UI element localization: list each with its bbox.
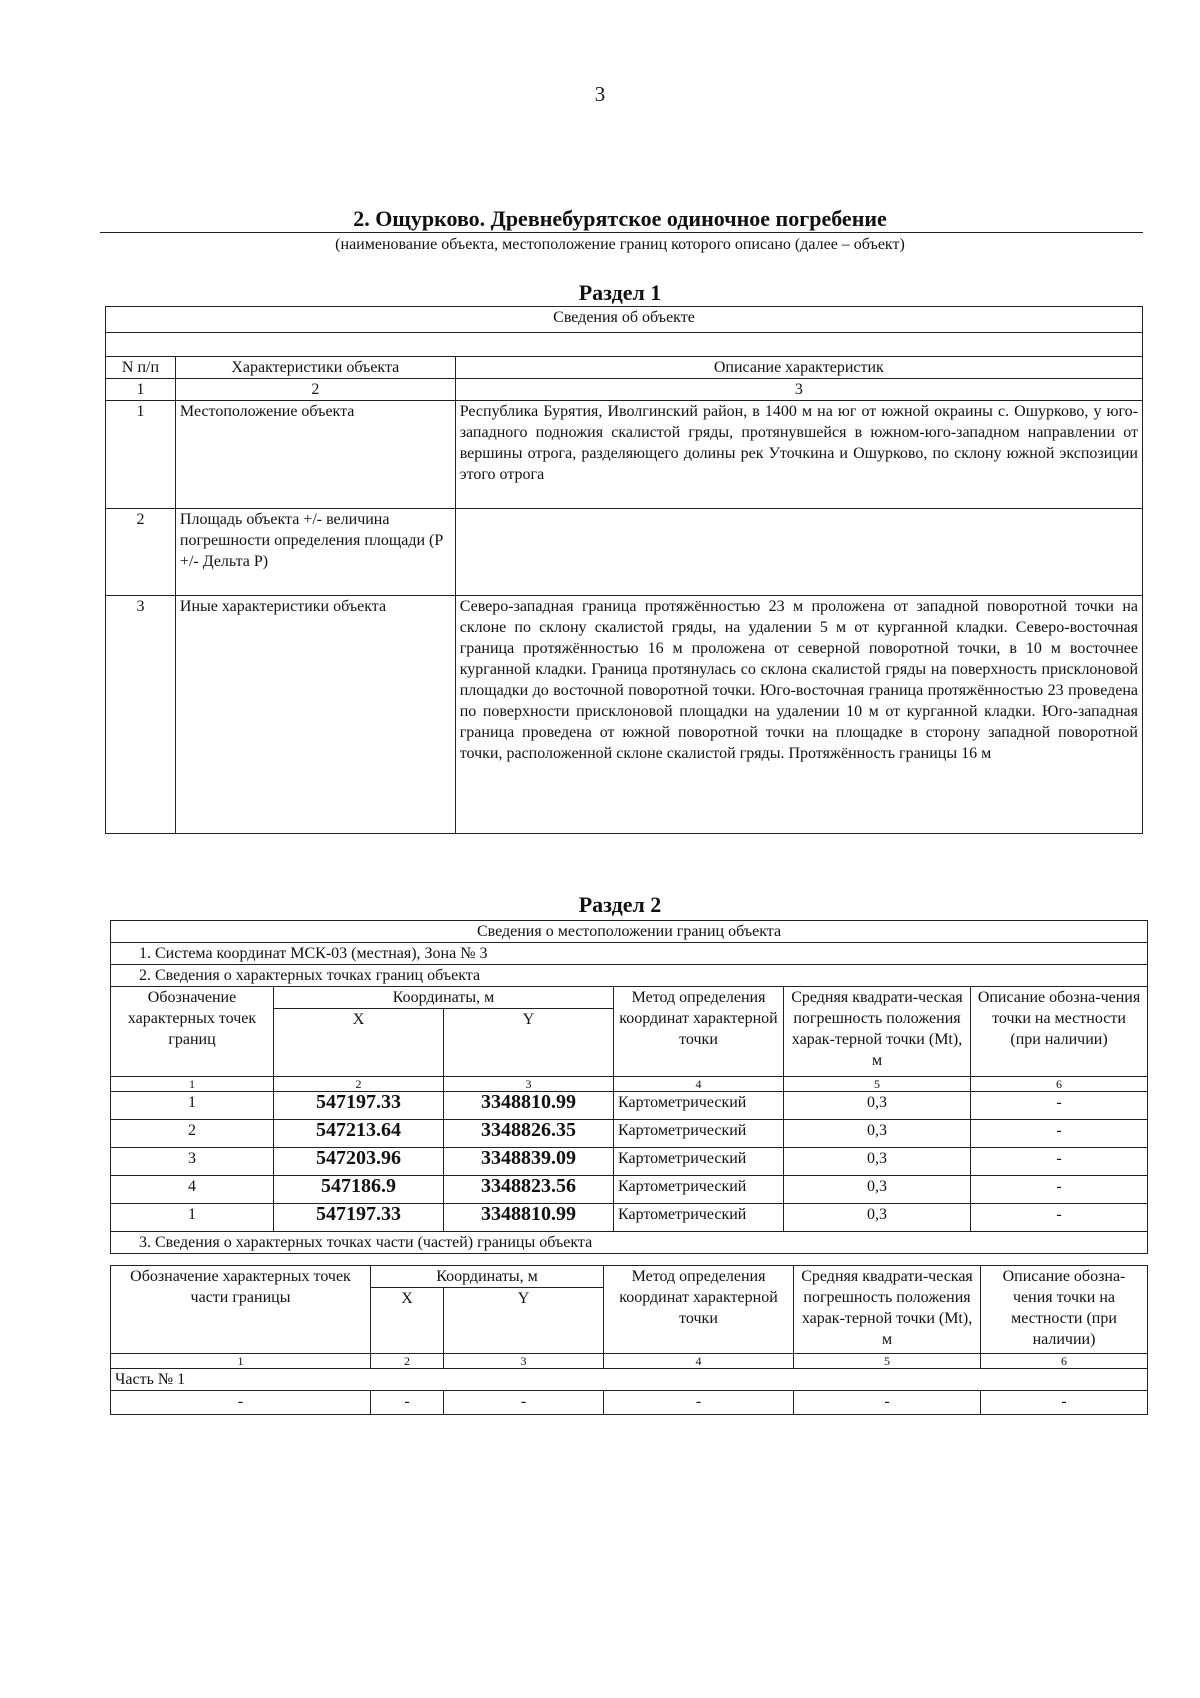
col-number: 2 xyxy=(371,1354,444,1369)
parts-header-error: Средняя квадрати-ческая погрешность положения харак-терной точки (Mt), м xyxy=(794,1266,981,1354)
point-id: 3 xyxy=(111,1148,274,1176)
title-underline xyxy=(100,232,1143,233)
part-cell: - xyxy=(111,1391,371,1415)
point-mt: 0,3 xyxy=(784,1204,971,1232)
header-y: Y xyxy=(444,1009,614,1077)
col-number: 1 xyxy=(111,1354,371,1369)
col-number: 3 xyxy=(455,379,1142,401)
part-cell: - xyxy=(794,1391,981,1415)
point-desc: - xyxy=(971,1092,1148,1120)
row-characteristic: Площадь объекта +/- величина погрешности определения площади (Р +/- Дельта Р) xyxy=(175,509,455,596)
parts-header-description: Описание обозна-чения точки на местности (при наличии) xyxy=(981,1266,1148,1354)
col-header-num: N п/п xyxy=(106,357,176,379)
section2-table xyxy=(110,920,1148,1254)
section1-table-title: Сведения об объекте xyxy=(106,307,1143,333)
row-description: Северо-западная граница протяжённостью 23 м проложена от западной поворотной точки на склоне по склону скалистой гряды, на удалении 5 м от курганной кладки. Северо-восточная граница протяжённостью 16 м проложена от северной поворотной точки, в 10 м восточнее курганной кладки. Граница протянулась со склона скалистой гряды на поверхность присклоновой площадки до восточной поворотной точки. Юго-восточная граница протяжённостью 23 проведена по поверхности присклоновой площадки на удалении 10 м от курганной кладки. Юго-западная граница проведена от южной поворотной точки на площадке в сторону западной поворотной точки, расположенной склоне скалистой гряды. Протяжённость границы 16 м xyxy=(455,596,1142,834)
point-method: Картометрический xyxy=(614,1092,784,1120)
point-desc: - xyxy=(971,1204,1148,1232)
col-number: 6 xyxy=(981,1354,1148,1369)
table-row xyxy=(106,401,1143,509)
point-method: Картометрический xyxy=(614,1176,784,1204)
point-desc: - xyxy=(971,1120,1148,1148)
header-designation: Обозначение характерных точек границ xyxy=(111,987,274,1077)
point-mt: 0,3 xyxy=(784,1176,971,1204)
point-id: 2 xyxy=(111,1120,274,1148)
point-x: 547213.64 xyxy=(274,1120,444,1148)
parts-header-x: X xyxy=(371,1288,444,1354)
section2-table-title: Сведения о местоположении границ объекта xyxy=(111,921,1148,943)
point-x: 547197.33 xyxy=(274,1204,444,1232)
row-characteristic: Иные характеристики объекта xyxy=(175,596,455,834)
point-y: 3348810.99 xyxy=(444,1204,614,1232)
col-number: 4 xyxy=(614,1077,784,1092)
row-description xyxy=(455,509,1142,596)
parts-title: 3. Сведения о характерных точках части (частей) границы объекта xyxy=(111,1232,1148,1254)
table-row xyxy=(106,509,1143,596)
point-desc: - xyxy=(971,1176,1148,1204)
point-id: 1 xyxy=(111,1204,274,1232)
part-cell: - xyxy=(371,1391,444,1415)
object-title: 2. Ощурково. Древнебурятское одиночное погребение xyxy=(353,206,887,231)
col-number: 3 xyxy=(444,1354,604,1369)
point-mt: 0,3 xyxy=(784,1148,971,1176)
point-method: Картометрический xyxy=(614,1120,784,1148)
header-method: Метод определения координат характерной точки xyxy=(614,987,784,1077)
col-number: 2 xyxy=(175,379,455,401)
header-error: Средняя квадрати-ческая погрешность положения харак-терной точки (Mt), м xyxy=(784,987,971,1077)
point-x: 547203.96 xyxy=(274,1148,444,1176)
point-method: Картометрический xyxy=(614,1148,784,1176)
col-number: 5 xyxy=(784,1077,971,1092)
col-number: 6 xyxy=(971,1077,1148,1092)
col-number: 3 xyxy=(444,1077,614,1092)
point-id: 4 xyxy=(111,1176,274,1204)
point-x: 547186.9 xyxy=(274,1176,444,1204)
point-method: Картометрический xyxy=(614,1204,784,1232)
parts-table xyxy=(110,1265,1148,1415)
point-mt: 0,3 xyxy=(784,1092,971,1120)
col-header-characteristic: Характеристики объекта xyxy=(175,357,455,379)
part-cell: - xyxy=(981,1391,1148,1415)
row-num: 1 xyxy=(106,401,176,509)
section2-heading: Раздел 2 xyxy=(578,892,662,917)
row-characteristic: Местоположение объекта xyxy=(175,401,455,509)
parts-header-method: Метод определения координат характерной точки xyxy=(604,1266,794,1354)
point-desc: - xyxy=(971,1148,1148,1176)
parts-header-y: Y xyxy=(444,1288,604,1354)
parts-header-coords: Координаты, м xyxy=(371,1266,604,1288)
parts-header-designation: Обозначение характерных точек части границы xyxy=(111,1266,371,1354)
col-number: 2 xyxy=(274,1077,444,1092)
section1-table xyxy=(105,306,1143,834)
section1-spacer-row xyxy=(106,333,1143,357)
points-title: 2. Сведения о характерных точках границ объекта xyxy=(111,965,1148,987)
table-row xyxy=(111,1391,1148,1415)
point-mt: 0,3 xyxy=(784,1120,971,1148)
part-cell: - xyxy=(604,1391,794,1415)
coord-system: 1. Система координат МСК-03 (местная), Зона № 3 xyxy=(111,943,1148,965)
row-num: 3 xyxy=(106,596,176,834)
point-x: 547197.33 xyxy=(274,1092,444,1120)
table-row xyxy=(111,1176,1148,1204)
part-label: Часть № 1 xyxy=(111,1369,1148,1391)
section1-heading: Раздел 1 xyxy=(578,280,662,305)
point-y: 3348810.99 xyxy=(444,1092,614,1120)
table-row xyxy=(111,1204,1148,1232)
header-x: X xyxy=(274,1009,444,1077)
table-row xyxy=(111,1092,1148,1120)
row-num: 2 xyxy=(106,509,176,596)
row-description: Республика Бурятия, Иволгинский район, в 1400 м на юг от южной окраины с. Ошурково, у юго-западного подножия скалистой гряды, протянувшейся в южном-юго-западном направлении от вершины отрога, разделяющего долины рек Уточкина и Ошурково, по склону южной экспозиции этого отрога xyxy=(455,401,1142,509)
table-row xyxy=(106,596,1143,834)
header-coords: Координаты, м xyxy=(274,987,614,1009)
point-y: 3348823.56 xyxy=(444,1176,614,1204)
col-number: 1 xyxy=(111,1077,274,1092)
col-header-description: Описание характеристик xyxy=(455,357,1142,379)
col-number: 1 xyxy=(106,379,176,401)
object-caption: (наименование объекта, местоположение границ которого описано (далее – объект) xyxy=(335,236,905,253)
table-row xyxy=(111,1148,1148,1176)
point-y: 3348839.09 xyxy=(444,1148,614,1176)
part-cell: - xyxy=(444,1391,604,1415)
table-row xyxy=(111,1120,1148,1148)
point-id: 1 xyxy=(111,1092,274,1120)
col-number: 5 xyxy=(794,1354,981,1369)
header-description: Описание обозна-чения точки на местности (при наличии) xyxy=(971,987,1148,1077)
page-number: 3 xyxy=(594,82,606,106)
col-number: 4 xyxy=(604,1354,794,1369)
point-y: 3348826.35 xyxy=(444,1120,614,1148)
